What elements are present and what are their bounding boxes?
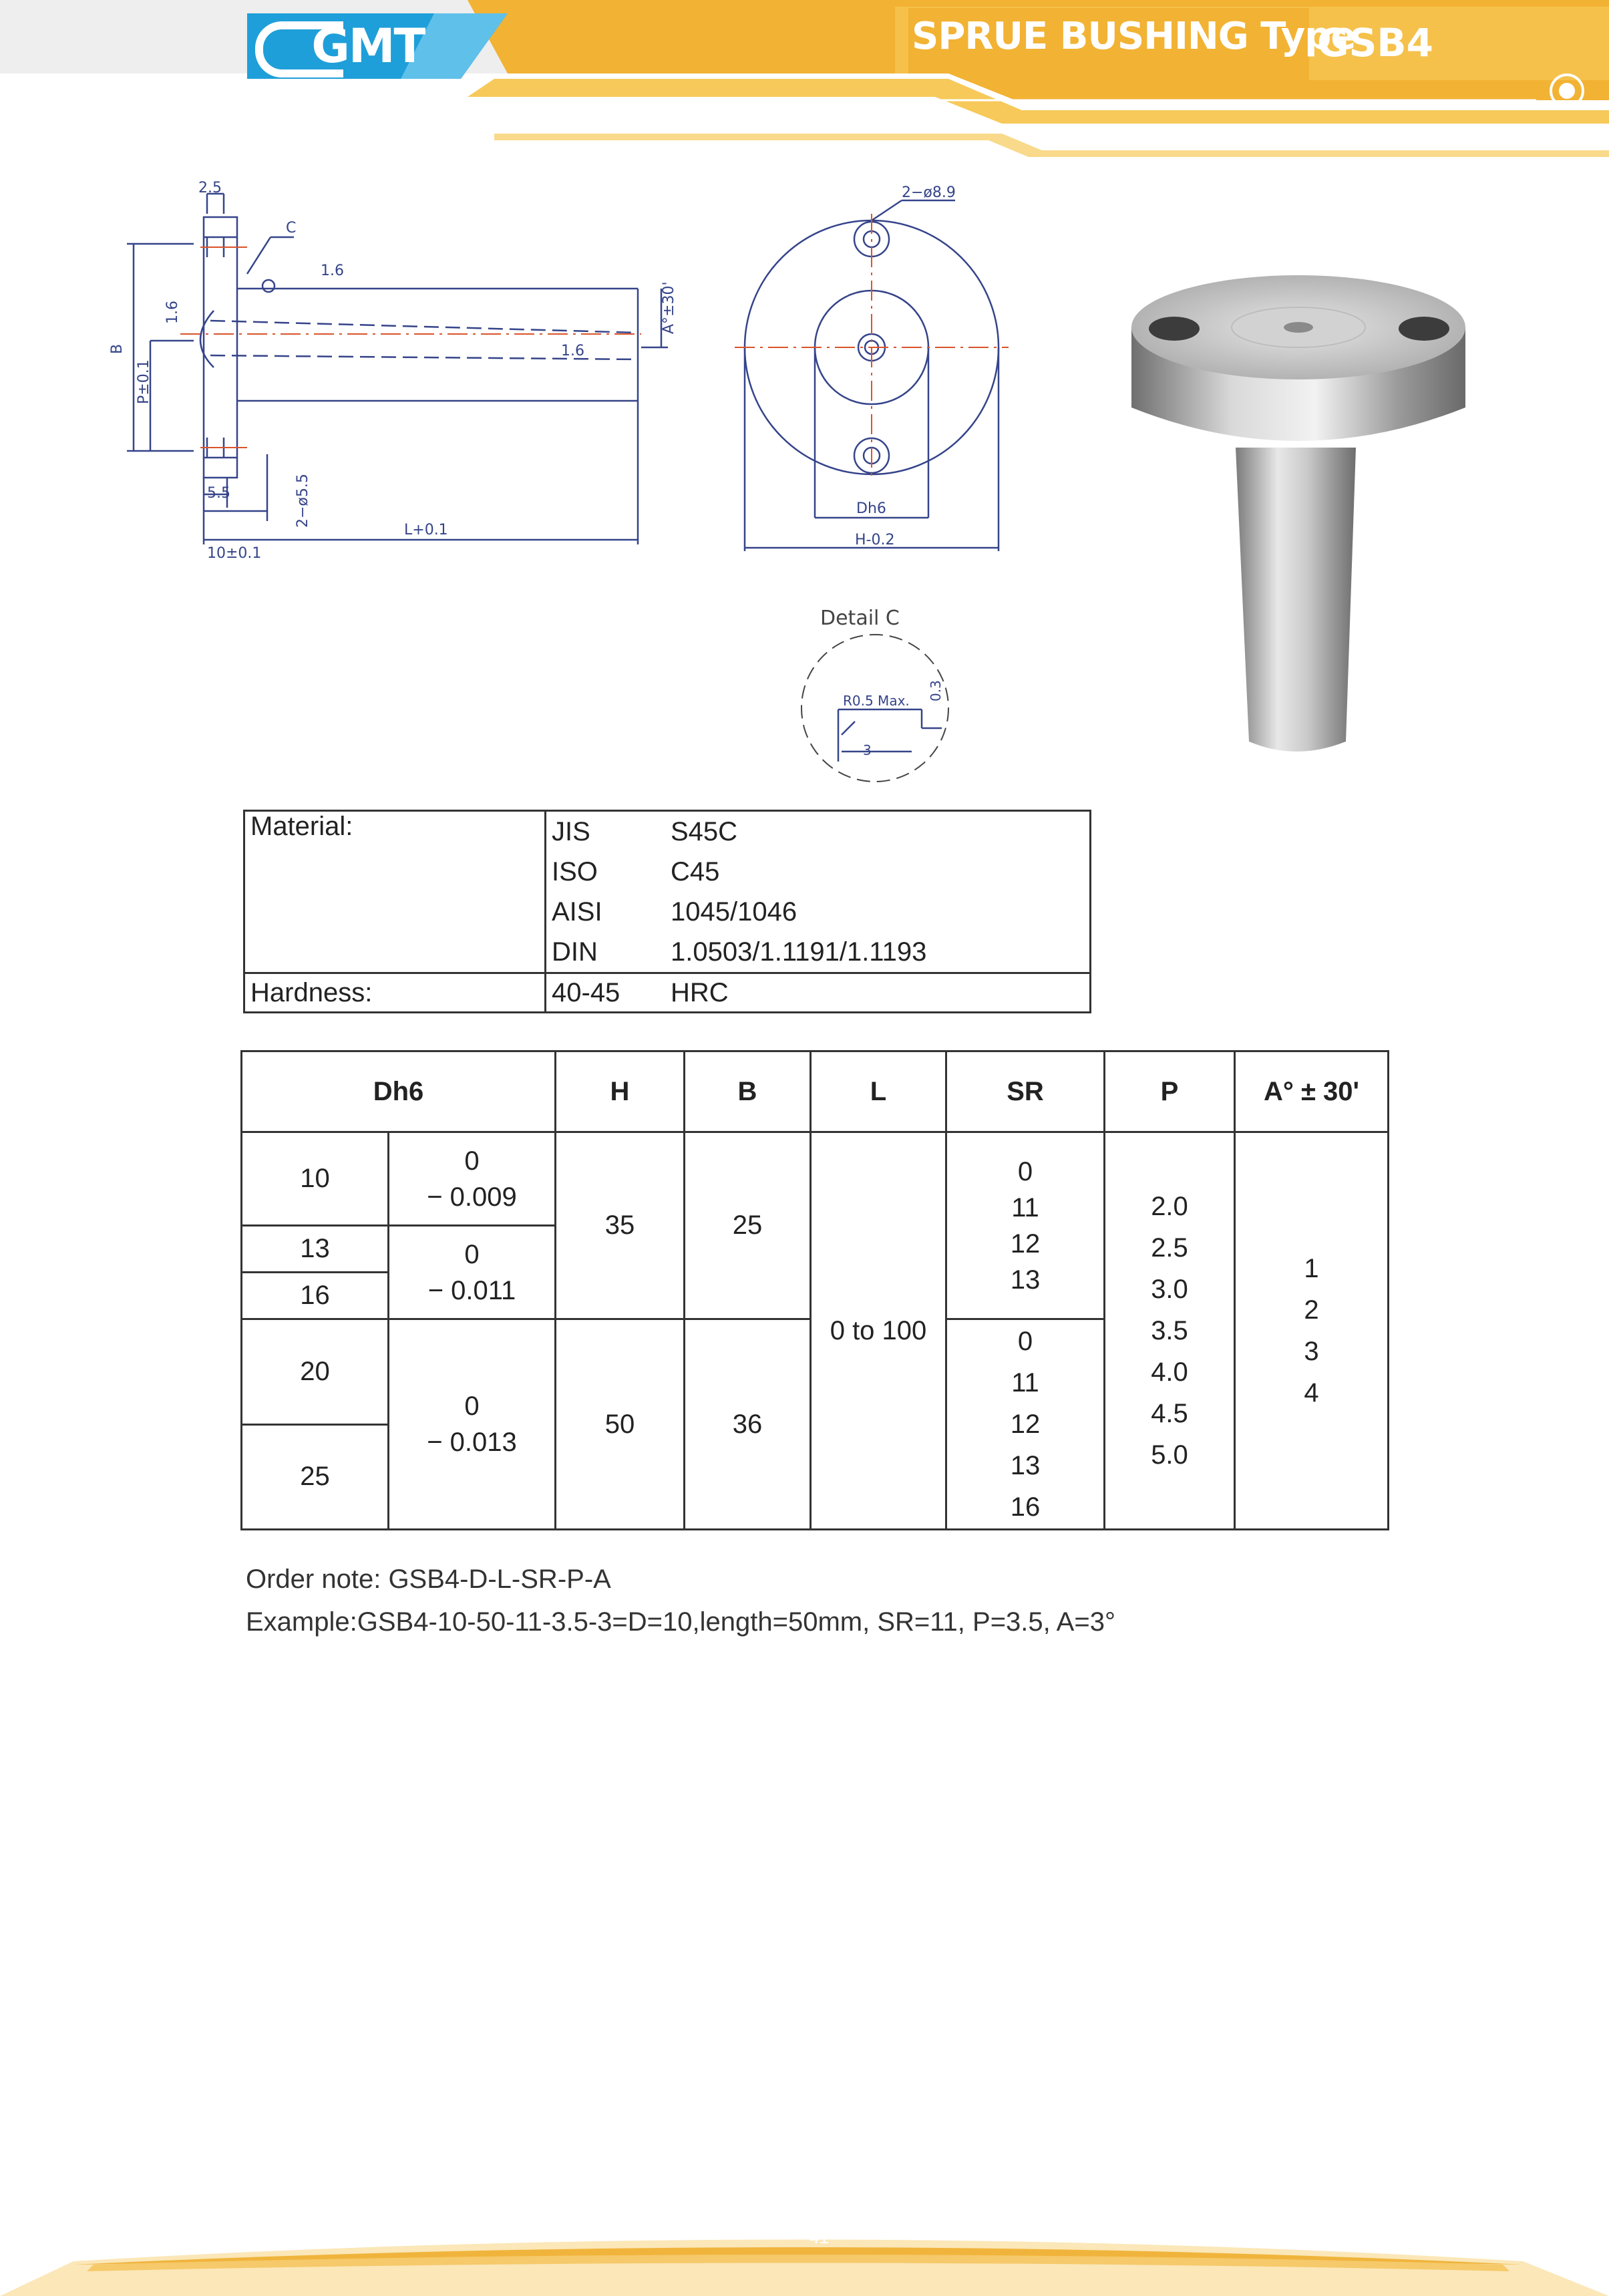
- p-values: [1105, 1132, 1235, 1530]
- detail-c-drawing: [788, 601, 962, 788]
- dim-angle: A°±30': [661, 281, 677, 334]
- detail-c-mark: C: [286, 220, 297, 236]
- sr-value: 11: [1011, 1192, 1039, 1222]
- tolerance-10: [389, 1132, 556, 1226]
- dim-h: H-0.2: [855, 532, 895, 548]
- a-value: 3: [1304, 1337, 1319, 1366]
- h-value-50: 50: [556, 1319, 685, 1530]
- a-value: 2: [1304, 1295, 1319, 1325]
- dim-p: P±0.1: [136, 359, 152, 404]
- material-label: Material:: [244, 811, 546, 973]
- header-b: B: [685, 1051, 811, 1132]
- p-value: 2.0: [1151, 1192, 1188, 1221]
- product-photo: [1122, 281, 1476, 762]
- tol-upper: 0: [464, 1391, 480, 1421]
- sr-value: 0: [1017, 1156, 1033, 1186]
- sr-value: 12: [1010, 1410, 1041, 1439]
- spec-table: [240, 1050, 1389, 1530]
- material-standards: [546, 811, 666, 973]
- sr-value: 11: [1011, 1368, 1039, 1398]
- front-view-drawing: [728, 180, 1035, 554]
- header-a: A° ± 30': [1235, 1051, 1389, 1132]
- tolerance-20-25: [389, 1319, 556, 1530]
- detail-dim-0-3: 0.3: [928, 680, 944, 701]
- header-dh6: Dh6: [242, 1051, 556, 1132]
- tolerance-13-16: [389, 1226, 556, 1319]
- std-din: DIN: [552, 937, 598, 967]
- logo-wordmark: GMT: [311, 19, 425, 73]
- p-value: 2.5: [1151, 1233, 1188, 1263]
- footer-band: [0, 2198, 1609, 2296]
- roughness-mark-sphere: 1.6: [164, 301, 181, 324]
- material-values: [665, 811, 1091, 973]
- hardness-label: Hardness:: [244, 973, 546, 1013]
- d-value-16: 16: [242, 1273, 389, 1319]
- side-view-drawing: [109, 174, 688, 562]
- product-code: GSB4: [1317, 20, 1433, 65]
- page-title: SPRUE BUSHING Type: [912, 15, 1356, 58]
- d-value-10: 10: [242, 1132, 389, 1226]
- sr-value: 12: [1010, 1228, 1041, 1259]
- std-aisi: AISI: [552, 897, 602, 927]
- sr-group-2: [946, 1319, 1105, 1530]
- l-value: 0 to 100: [811, 1132, 946, 1530]
- dim-b: B: [109, 343, 126, 354]
- roughness-mark-bore: 1.6: [561, 343, 584, 359]
- value-din: 1.0503/1.1191/1.1193: [671, 937, 927, 967]
- detail-c-title: Detail C: [820, 607, 900, 630]
- logo-text: [311, 19, 455, 77]
- hardness-value: 40-45: [546, 973, 666, 1013]
- d-value-25: 25: [242, 1424, 389, 1530]
- dim-2-5: 2.5: [198, 180, 222, 196]
- header-l: L: [811, 1051, 946, 1132]
- tol-upper: 0: [464, 1239, 480, 1269]
- sr-value: 13: [1010, 1265, 1041, 1295]
- p-value: 4.0: [1151, 1357, 1188, 1387]
- roughness-mark-top: 1.6: [321, 263, 344, 279]
- page-number: 41: [810, 2227, 829, 2247]
- p-value: 5.0: [1151, 1440, 1188, 1470]
- value-jis: S45C: [671, 817, 738, 846]
- p-value: 3.0: [1151, 1275, 1188, 1304]
- dim-dh6: Dh6: [856, 500, 886, 517]
- d-value-13: 13: [242, 1226, 389, 1273]
- b-value-36: 36: [685, 1319, 811, 1530]
- dim-5-5: 5.5: [207, 485, 230, 502]
- d-value-20: 20: [242, 1319, 389, 1425]
- p-value: 3.5: [1151, 1316, 1188, 1345]
- a-value: 1: [1304, 1254, 1319, 1283]
- detail-radius: R0.5 Max.: [843, 693, 910, 709]
- dim-length: L+0.1: [404, 522, 448, 538]
- sr-value: 16: [1010, 1492, 1041, 1522]
- std-iso: ISO: [552, 857, 598, 886]
- h-value-35: 35: [556, 1132, 685, 1319]
- material-table: [243, 810, 1091, 1013]
- p-value: 4.5: [1151, 1399, 1188, 1428]
- value-iso: C45: [671, 857, 720, 886]
- tol-lower: − 0.013: [427, 1428, 517, 1457]
- dim-holes-front: 2−ø8.9: [902, 184, 956, 201]
- a-value: 4: [1304, 1378, 1319, 1408]
- sr-group-1: [946, 1132, 1105, 1319]
- header-sr: SR: [946, 1051, 1105, 1132]
- detail-dim-3: 3: [863, 742, 872, 758]
- example-note: Example:GSB4-10-50-11-3.5-3=D=10,length=50mm, SR=11, P=3.5, A=3°: [246, 1607, 1115, 1637]
- header-h: H: [556, 1051, 685, 1132]
- b-value-25: 25: [685, 1132, 811, 1319]
- tol-lower: − 0.011: [427, 1275, 516, 1305]
- header-p: P: [1105, 1051, 1235, 1132]
- value-aisi: 1045/1046: [671, 897, 797, 927]
- sr-value: 13: [1010, 1451, 1041, 1480]
- dim-holes-side: 2−ø5.5: [295, 474, 311, 528]
- tol-lower: − 0.009: [427, 1182, 517, 1212]
- sr-value: 0: [1017, 1327, 1033, 1356]
- tol-upper: 0: [464, 1146, 480, 1176]
- a-values: [1235, 1132, 1389, 1530]
- hardness-unit: HRC: [665, 973, 1091, 1013]
- order-note: Order note: GSB4-D-L-SR-P-A: [246, 1565, 611, 1594]
- dim-10: 10±0.1: [207, 545, 262, 562]
- std-jis: JIS: [552, 817, 590, 846]
